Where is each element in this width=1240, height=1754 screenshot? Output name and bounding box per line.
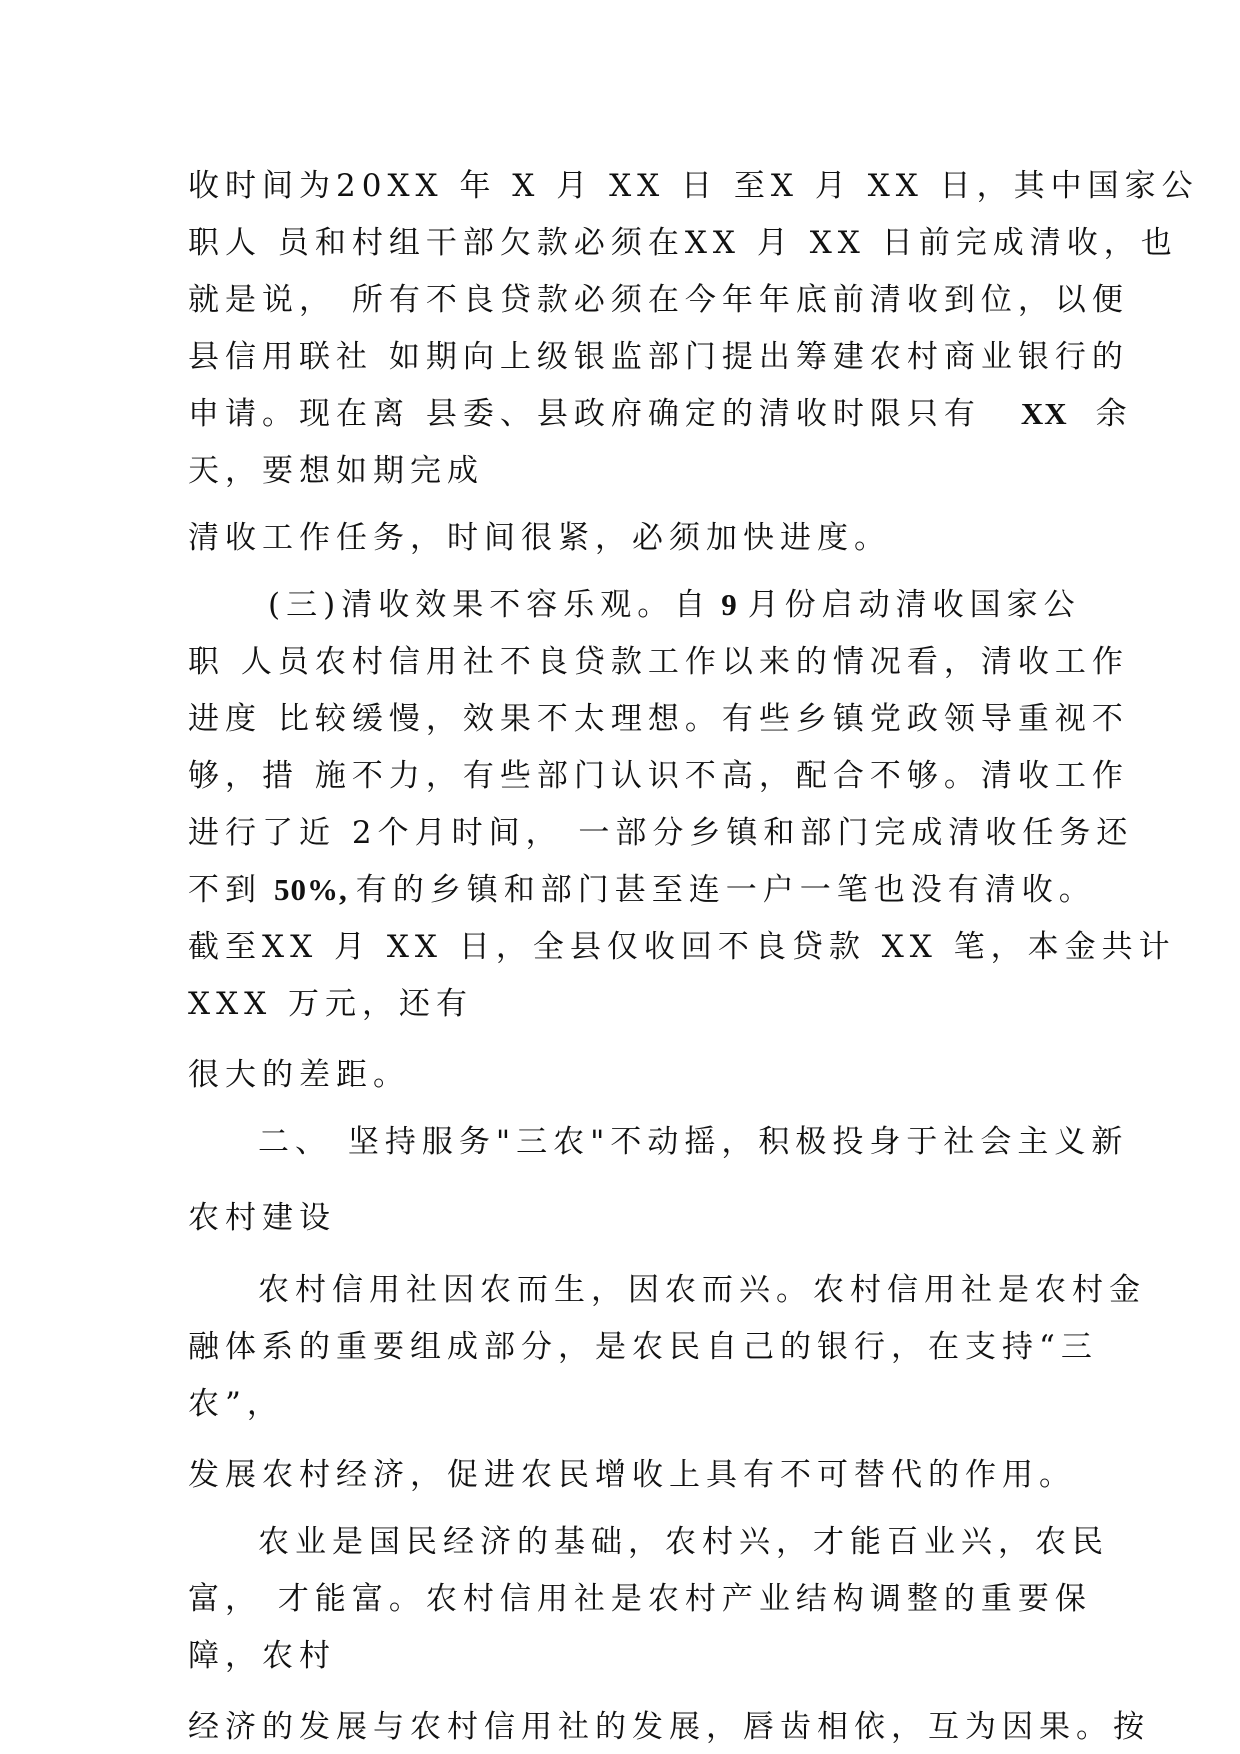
text-line: 收时间为20XX 年 X 月 XX 日 至X 月 XX 日，其中国家公 xyxy=(188,168,1199,204)
text-line: 经济的发展与农村信用社的发展，唇齿相依，互为因果。按 xyxy=(188,1709,1150,1745)
text-line: 进行了近 2个月时间， 一部分乡镇和部门完成清收任务还 xyxy=(188,815,1134,851)
text-line: 清收工作任务，时间很紧，必须加快进度。 xyxy=(188,520,891,556)
text-line: 职 人员农村信用社不良贷款工作以来的情况看，清收工作 xyxy=(188,644,1129,680)
text-line: 融体系的重要组成部分，是农民自己的银行，在支持“三 xyxy=(188,1329,1098,1365)
section-heading: 二、 坚持服务"三农"不动摇，积极投身于社会主义新 xyxy=(258,1124,1129,1160)
text-segment: 余 xyxy=(1095,396,1133,432)
text-segment: 月份启动清收国家公 xyxy=(747,587,1081,623)
text-segment: (三)清收效果不容乐观。自 xyxy=(268,587,712,623)
bold-days: XX xyxy=(1020,396,1068,431)
text-line xyxy=(188,870,1096,910)
text-line: 就是说， 所有不良贷款必须在今年年底前清收到位，以便 xyxy=(188,282,1129,318)
text-line: 障，农村 xyxy=(188,1638,336,1674)
text-line: 很大的差距。 xyxy=(188,1057,410,1093)
text-line: 发展农村经济，促进农民增收上具有不可替代的作用。 xyxy=(188,1457,1076,1493)
paragraph-start: 农村信用社因农而生，因农而兴。农村信用社是农村金 xyxy=(258,1272,1146,1308)
text-segment: 有的乡镇和部门甚至连一户一笔也没有清收。 xyxy=(355,872,1096,908)
text-line: 进度 比较缓慢，效果不太理想。有些乡镇党政领导重视不 xyxy=(188,701,1129,737)
text-line: XXX 万元，还有 xyxy=(188,986,474,1022)
text-line: 富， 才能富。农村信用社是农村产业结构调整的重要保 xyxy=(188,1581,1092,1617)
bold-month: 9 xyxy=(721,587,738,622)
text-line xyxy=(188,394,1133,434)
text-line: 农村建设 xyxy=(188,1200,336,1236)
section-heading xyxy=(268,585,1081,625)
paragraph-start: 农业是国民经济的基础，农村兴，才能百业兴，农民 xyxy=(258,1524,1109,1560)
bold-percent: 50%, xyxy=(274,872,348,907)
text-line: 县信用联社 如期向上级银监部门提出筹建农村商业银行的 xyxy=(188,339,1129,375)
text-line: 农”， xyxy=(188,1386,284,1422)
text-segment: 不到 xyxy=(188,872,262,908)
text-line: 天，要想如期完成 xyxy=(188,453,484,489)
text-line: 截至XX 月 XX 日，全县仅收回不良贷款 XX 笔，本金共计 xyxy=(188,929,1176,965)
text-line: 职人 员和村组干部欠款必须在XX 月 XX 日前完成清收，也 xyxy=(188,225,1178,261)
text-segment: 申请。现在离 县委、县政府确定的清收时限只有 xyxy=(188,396,981,432)
text-line: 够，措 施不力，有些部门认识不高，配合不够。清收工作 xyxy=(188,758,1129,794)
